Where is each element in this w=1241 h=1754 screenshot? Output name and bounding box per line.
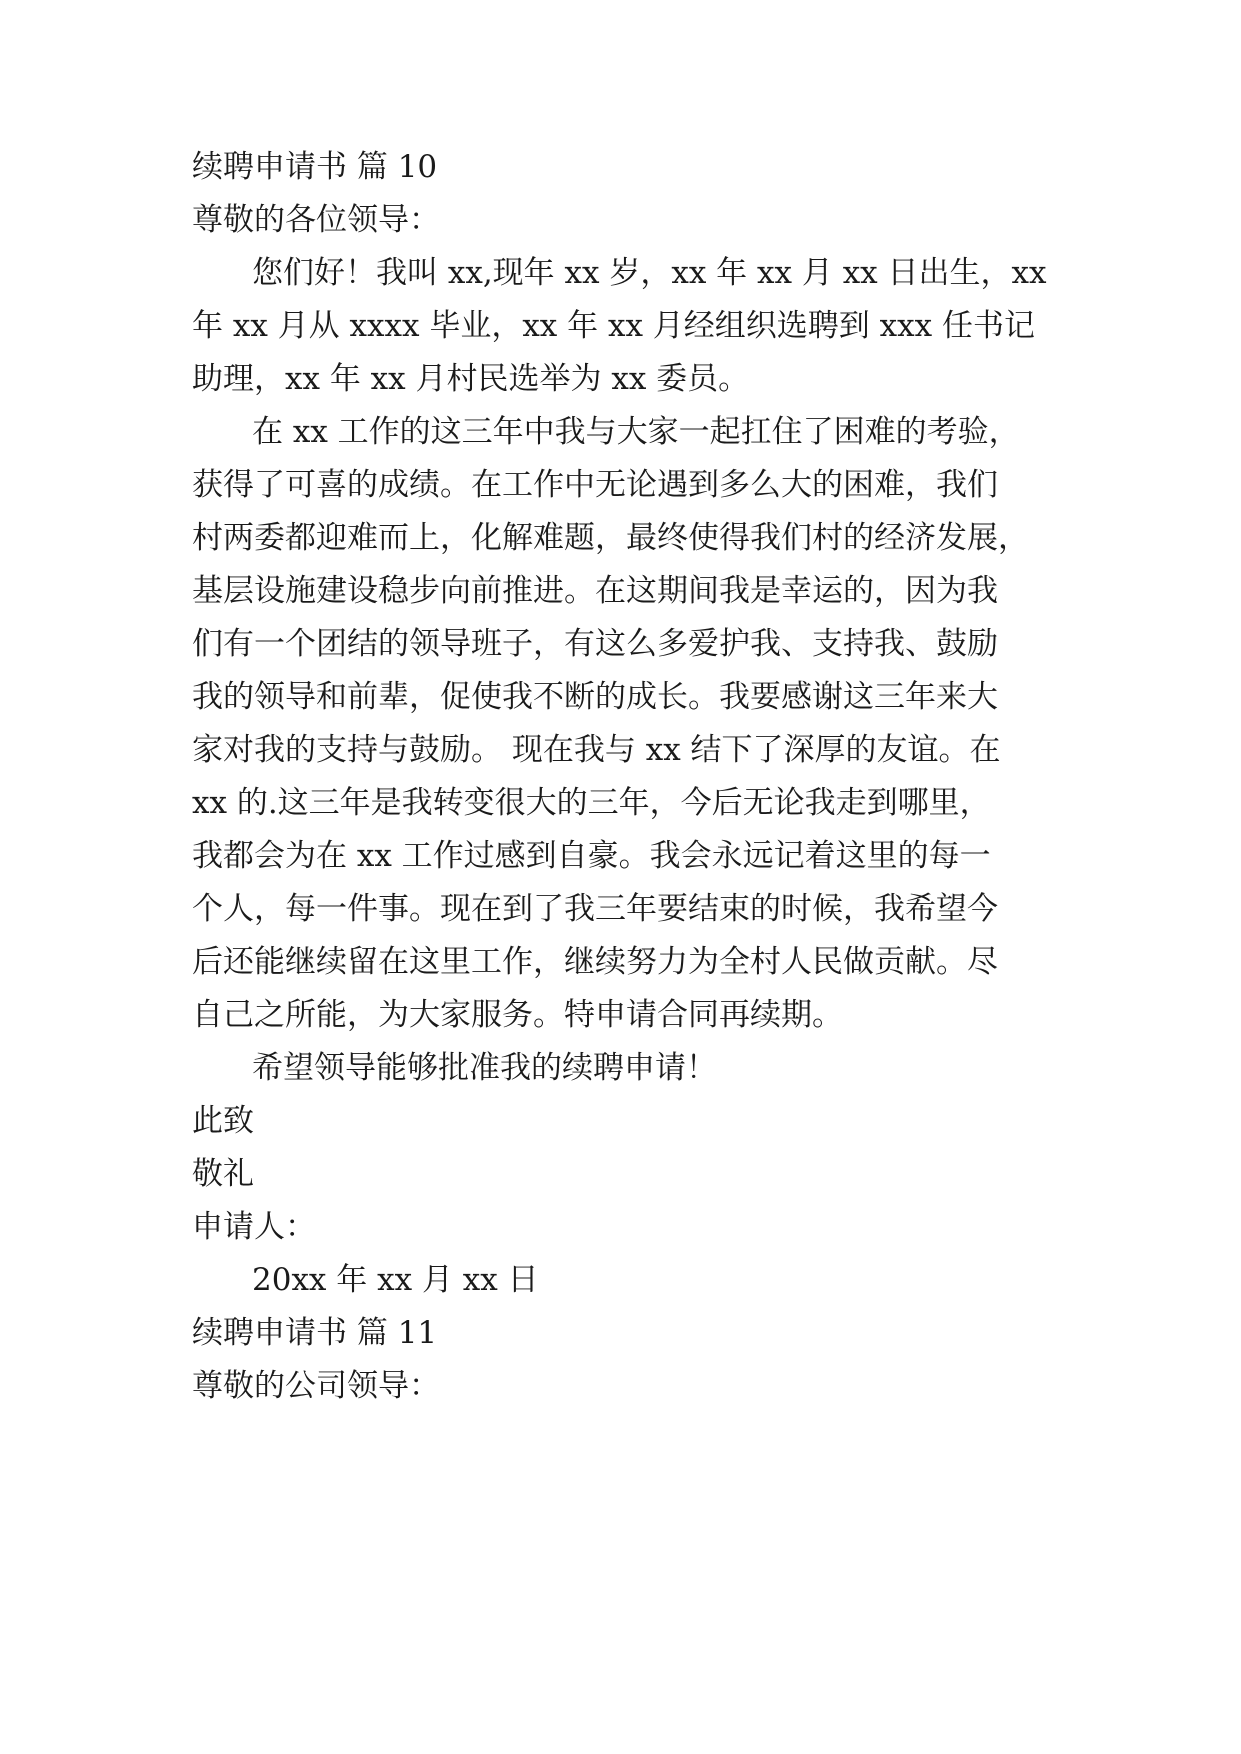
paragraph-line: 您们好！我叫 xx,现年 xx 岁，xx 年 xx 月 xx 日出生，xx <box>252 255 1047 291</box>
paragraph-line: 我都会为在 xx 工作过感到自豪。我会永远记着这里的每一 <box>192 838 991 874</box>
paragraph-line: 个人，每一件事。现在到了我三年要结束的时候，我希望今 <box>192 891 998 927</box>
paragraph-line: 年 xx 月从 xxxx 毕业，xx 年 xx 月经组织选聘到 xxx 任书记 <box>192 308 1035 344</box>
closing-line: 敬礼 <box>192 1156 254 1192</box>
date-line: 20xx 年 xx 月 xx 日 <box>252 1262 539 1298</box>
paragraph-line: 我的领导和前辈，促使我不断的成长。我要感谢这三年来大 <box>192 679 998 715</box>
paragraph-line: 获得了可喜的成绩。在工作中无论遇到多么大的困难，我们 <box>192 467 998 503</box>
salutation: 尊敬的各位领导： <box>192 202 440 238</box>
paragraph-line: 希望领导能够批准我的续聘申请！ <box>252 1050 717 1086</box>
paragraph-line: xx 的.这三年是我转变很大的三年，今后无论我走到哪里， <box>192 785 991 821</box>
paragraph-line: 基层设施建设稳步向前推进。在这期间我是幸运的，因为我 <box>192 573 998 609</box>
paragraph-line: 村两委都迎难而上，化解难题，最终使得我们村的经济发展， <box>192 520 1029 556</box>
section-heading: 续聘申请书 篇 10 <box>192 149 438 185</box>
applicant-label: 申请人： <box>192 1209 316 1245</box>
paragraph-line: 家对我的支持与鼓励。 现在我与 xx 结下了深厚的友谊。在 <box>192 732 1001 768</box>
paragraph-line: 自己之所能，为大家服务。特申请合同再续期。 <box>192 997 843 1033</box>
paragraph-line: 在 xx 工作的这三年中我与大家一起扛住了困难的考验， <box>252 414 1020 450</box>
paragraph-line: 们有一个团结的领导班子，有这么多爱护我、支持我、鼓励 <box>192 626 998 662</box>
closing-line: 此致 <box>192 1103 254 1139</box>
paragraph-line: 助理，xx 年 xx 月村民选举为 xx 委员。 <box>192 361 750 397</box>
salutation: 尊敬的公司领导： <box>192 1368 440 1404</box>
paragraph-line: 后还能继续留在这里工作，继续努力为全村人民做贡献。尽 <box>192 944 998 980</box>
section-heading: 续聘申请书 篇 11 <box>192 1315 438 1351</box>
